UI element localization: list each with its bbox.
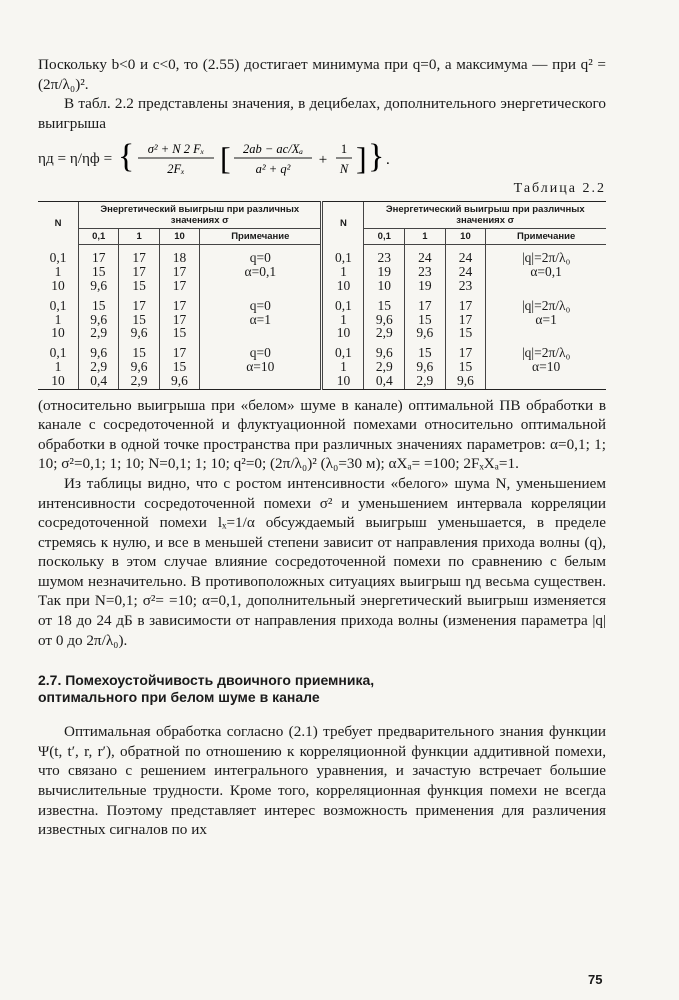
table-cell: 9,6 <box>445 374 486 389</box>
table-cell: |q|=2π/λ₀ <box>486 340 606 360</box>
table-cell <box>200 326 322 340</box>
table-caption: Таблица 2.2 <box>513 181 606 197</box>
table-header-group-right: Энергетический выигрыш при различных значениях σ <box>364 202 606 229</box>
table-cell: 15 <box>159 326 199 340</box>
table-cell: 17 <box>159 265 199 279</box>
table-cell: 15 <box>445 326 486 340</box>
table-cell: 24 <box>445 265 486 279</box>
table-cell: 17 <box>445 340 486 360</box>
table-subheader: 10 <box>159 229 199 245</box>
page-content <box>38 55 606 840</box>
table-cell: 0,1 <box>322 245 364 265</box>
table-cell: 2,9 <box>79 326 119 340</box>
table-row <box>38 340 606 360</box>
table-cell: 2,9 <box>364 360 405 374</box>
table-cell: 2,9 <box>119 374 159 389</box>
table-row <box>38 374 606 389</box>
table-cell <box>200 374 322 389</box>
table-cell: 1 <box>54 264 62 280</box>
svg-text:[: [ <box>220 140 231 177</box>
table-cell: 19 <box>405 279 446 293</box>
table-cell: |q|=2π/λ₀ <box>486 293 606 313</box>
table-cell: 10 <box>322 374 364 389</box>
gain-table <box>38 201 606 389</box>
table-cell: 9,6 <box>405 326 446 340</box>
table-cell: 15 <box>119 340 159 360</box>
table-cell: 15 <box>79 265 119 279</box>
table-row <box>38 279 606 293</box>
table-cell: 18 <box>159 245 199 265</box>
table-cell: 10 <box>51 277 65 293</box>
formula-den1: 2Fₓ <box>167 162 185 177</box>
section-title-line-2: оптимального при белом шуме в канале <box>38 689 320 706</box>
table-row <box>38 265 606 279</box>
table-cell: α=10 <box>200 360 322 374</box>
table-cell: 0,1 <box>49 297 67 313</box>
formula-body <box>116 139 396 179</box>
table-subheader: 1 <box>405 229 446 245</box>
table-cell: 9,6 <box>79 279 119 293</box>
table-cell: 17 <box>119 245 159 265</box>
section-title <box>38 672 606 706</box>
table-header-n-left: N <box>38 202 79 245</box>
table-cell: 10 <box>38 374 79 389</box>
table-cell: |q|=2π/λ₀ <box>486 245 606 265</box>
table-cell: 1 <box>54 358 62 374</box>
table-cell <box>486 279 606 293</box>
table-cell: 17 <box>405 293 446 313</box>
paragraph-2: В табл. 2.2 представлены значения, в децибелах, дополнительного энергетического выигрыша <box>38 95 606 132</box>
table-row <box>38 313 606 327</box>
table-cell: q=0 <box>200 245 322 265</box>
table-cell: 10 <box>322 326 364 340</box>
table-cell: 9,6 <box>364 340 405 360</box>
table-cell: 15 <box>159 360 199 374</box>
table-cell: 9,6 <box>79 340 119 360</box>
table-cell: 1 <box>322 265 364 279</box>
table-cell: 15 <box>119 279 159 293</box>
table-cell: 9,6 <box>119 326 159 340</box>
formula-num1: σ² + N 2 Fₓ <box>147 142 205 157</box>
table-cell: 2,9 <box>405 374 446 389</box>
table-cell: 17 <box>79 245 119 265</box>
table-cell: 19 <box>364 265 405 279</box>
paragraph-1: Поскольку b<0 и c<0, то (2.55) достигает минимума при q=0, а максимума — при q² = (2π/λ₀)². <box>38 56 606 93</box>
table-cell: 17 <box>159 340 199 360</box>
paragraph-4: Из таблицы видно, что с ростом интенсивности «белого» шума N, уменьшением интенсивности сосредоточенной помехи σ² и уменьшением интервала корреляции сосредоточенной помехи lₓ=1/α обсуждаемый выигрыш уменьшается, в пределе стремясь к нулю, и все в меньшей степени зависит от направления прихода волны (q), поскольку в этом случае влияние сосредоточенной помехи по сравнению с белым шумом незначительно. В противоположных ситуациях выигрыш ηд весьма существен. Так при N=0,1; σ²= =10; α=0,1, дополнительный энергетический выигрыш изменяется от 18 до 24 дБ в зависимости от направления прихода волны (изменения параметра |q| от 0 до 2π/λ₀). <box>38 474 606 649</box>
table-cell: 9,6 <box>364 313 405 327</box>
table-cell: 23 <box>445 279 486 293</box>
paragraph-5: Оптимальная обработка согласно (2.1) требует предварительного знания функции Ψ(t, t′, r, r′), обратной по отношению к корреляционной функции аддитивной помехи, что связано с решением интегрального уравнения, и зачастую встречает большие вычислительные трудности. Кроме того, корреляционная функция помехи не всегда известна. Поэтому представляет интерес возможность применения для различения известных сигналов по их <box>38 723 606 839</box>
table-cell: α=0,1 <box>200 265 322 279</box>
table-cell: 15 <box>405 313 446 327</box>
table-row <box>38 360 606 374</box>
table-cell: α=0,1 <box>486 265 606 279</box>
table-cell: 17 <box>445 313 486 327</box>
table-cell: 9,6 <box>405 360 446 374</box>
table-cell: 1 <box>322 313 364 327</box>
table-cell: 15 <box>445 360 486 374</box>
table-cell: 10 <box>51 325 65 341</box>
table-cell: 9,6 <box>159 374 199 389</box>
table-cell: 24 <box>405 245 446 265</box>
paragraph-3: (относительно выигрыша при «белом» шуме в канале) оптимальной ПВ обработки в канале с сосредоточенной и флуктуационной помехами относительно оптимальной обработки в одной точке пространства при различных значениях параметров: α=0,1; 1; 10; σ²=0,1; 1; 10; N=0,1; 1; 10; q²=0; (2π/λ₀)² (λ₀=30 м); αXₐ= =100; 2FₓXₐ=1. <box>38 396 606 473</box>
table-cell <box>486 374 606 389</box>
table-cell: 9,6 <box>79 313 119 327</box>
table-cell: 0,4 <box>364 374 405 389</box>
formula-num3: 1 <box>341 142 348 157</box>
table-header-n-right: N <box>322 202 364 245</box>
table-cell <box>486 326 606 340</box>
formula-den2: a² + q² <box>255 162 291 177</box>
gain-formula <box>38 139 606 179</box>
table-cell: q=0 <box>200 340 322 360</box>
table-cell: 15 <box>79 293 119 313</box>
table-cell: 2,9 <box>79 360 119 374</box>
page-number: 75 <box>588 972 603 987</box>
table-cell: α=1 <box>200 313 322 327</box>
section-title-line-1: 2.7. Помехоустойчивость двоичного приемника, <box>38 672 375 689</box>
table-cell: α=1 <box>486 313 606 327</box>
table-cell: 0,1 <box>322 340 364 360</box>
svg-text:}: } <box>368 139 385 176</box>
formula-num2: 2ab − ac/Xₐ <box>243 142 304 157</box>
table-cell: 9,6 <box>119 360 159 374</box>
table-subheader: 0,1 <box>79 229 119 245</box>
formula-plus: + <box>318 152 328 169</box>
table-cell: 17 <box>445 293 486 313</box>
table-cell: 0,1 <box>49 250 67 266</box>
table-cell <box>200 279 322 293</box>
table-cell: 0,1 <box>322 293 364 313</box>
formula-tail: . <box>386 152 390 169</box>
svg-text:]: ] <box>356 140 367 177</box>
table-cell: 2,9 <box>364 326 405 340</box>
table-subheader: Примечание <box>200 229 322 245</box>
table-cell: 10 <box>322 279 364 293</box>
table-cell: 23 <box>405 265 446 279</box>
table-cell: 15 <box>364 293 405 313</box>
table-cell: 17 <box>159 279 199 293</box>
table-cell: α=10 <box>486 360 606 374</box>
table-cell: 1 <box>322 360 364 374</box>
table-cell: 0,4 <box>79 374 119 389</box>
table-cell: q=0 <box>200 293 322 313</box>
table-subheader: 0,1 <box>364 229 405 245</box>
table-row <box>38 245 606 265</box>
table-cell: 0,1 <box>49 345 67 361</box>
formula-den3: N <box>339 162 349 177</box>
table-cell: 17 <box>159 313 199 327</box>
table-subheader: Примечание <box>486 229 606 245</box>
table-cell: 15 <box>405 340 446 360</box>
table-cell: 10 <box>364 279 405 293</box>
table-cell: 24 <box>445 245 486 265</box>
table-header-group-left: Энергетический выигрыш при различных значениях σ <box>79 202 322 229</box>
table-subheader: 10 <box>445 229 486 245</box>
svg-text:{: { <box>118 139 135 176</box>
table-cell: 23 <box>364 245 405 265</box>
table-row <box>38 293 606 313</box>
table-body <box>38 245 606 389</box>
table-subheader: 1 <box>119 229 159 245</box>
table-cell: 15 <box>119 313 159 327</box>
table-cell: 17 <box>159 293 199 313</box>
table-row <box>38 326 606 340</box>
formula-lhs: ηд = η/ηф = <box>38 150 113 168</box>
table-cell: 17 <box>119 265 159 279</box>
table-cell: 17 <box>119 293 159 313</box>
table-cell: 1 <box>54 311 62 327</box>
